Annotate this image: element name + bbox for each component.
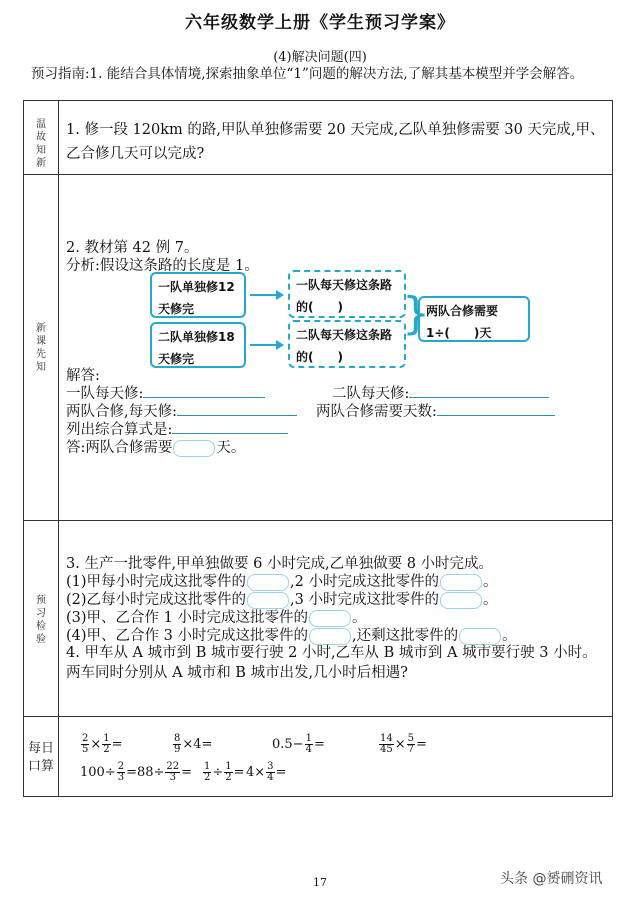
- diagram-box-team2-total: 二队单独修18天修完: [150, 322, 246, 368]
- answer-blank[interactable]: [409, 383, 549, 398]
- row-divider: [23, 520, 613, 521]
- question-4: 4. 甲车从 A 城市到 B 城市要行驶 2 小时,乙车从 B 城市到 A 城市要行驶 3 小时。两车同时分别从 A 城市和 B 城市出发,几小时后相遇?: [66, 645, 597, 681]
- question-1: 1. 修一段 120km 的路,甲队单独修需要 20 天完成,乙队单独修需要 30 天完成,甲、乙合修几天可以完成?: [66, 122, 605, 162]
- answer-label: 解答:: [66, 368, 100, 384]
- question-3-part-1: (1)甲每小时完成这批零件的 ,2 小时完成这批零件的 。: [66, 574, 498, 590]
- label-column-divider: [58, 100, 59, 797]
- answer-paren[interactable]: [459, 628, 501, 645]
- section-label-new: 新 课 先 知: [36, 323, 46, 373]
- row-divider: [23, 716, 613, 717]
- answer-blank[interactable]: [172, 419, 288, 434]
- answer-line-2a: 两队合修,每天修:: [66, 400, 297, 424]
- answer-line-1a: 一队每天修:: [66, 382, 265, 406]
- answer-paren[interactable]: [309, 628, 351, 645]
- row-divider: [23, 174, 613, 175]
- calc-7: 4× $\frac{3}{4}$ =: [246, 761, 287, 783]
- page-title: 六年级数学上册《学生预习学案》: [185, 13, 455, 33]
- question-3-part-2: (2)乙每小时完成这批零件的 ,3 小时完成这批零件的 。: [66, 592, 498, 608]
- question-3-head: 3. 生产一批零件,甲单独做要 6 小时完成,乙单独做要 8 小时完成。: [66, 556, 494, 572]
- diagram-box-team1-total: 一队单独修12天修完: [150, 272, 246, 318]
- page-number: 17: [313, 876, 327, 889]
- diagram-arrow: [250, 294, 282, 296]
- calc-4: $\frac{14}{45}$ × $\frac{5}{7}$ =: [380, 733, 427, 755]
- calc-5: 100÷ $\frac{2}{3}$ =88÷ $\frac{22}{3}$ =: [80, 761, 193, 783]
- answer-blank[interactable]: [177, 401, 297, 416]
- watermark: 头条 @赟硎资讯: [500, 871, 603, 887]
- answer-line-1b: 二队每天修:: [332, 382, 549, 406]
- question-2-head: 2. 教材第 42 例 7。: [66, 240, 199, 256]
- section-label-daily: 每日 口算: [27, 741, 54, 774]
- answer-blank[interactable]: [143, 383, 265, 398]
- diagram-box-combined: 两队合修需要1÷( )天: [418, 296, 530, 342]
- question-2-analysis: 分析:假设这条路的长度是 1。: [66, 258, 259, 274]
- diagram-box-team2-daily: 二队每天修这条路的( ): [288, 320, 406, 368]
- calc-6: $\frac{1}{2}$ ÷ $\frac{1}{2}$ =: [204, 761, 245, 783]
- answer-blank[interactable]: [437, 401, 555, 416]
- answer-paren[interactable]: [173, 440, 215, 457]
- section-label-check: 预 习 检 验: [36, 595, 46, 645]
- diagram-arrow: [250, 344, 282, 346]
- question-3-part-4: (4)甲、乙合作 3 小时完成这批零件的 ,还剩这批零件的 。: [66, 628, 517, 644]
- calc-2: $\frac{8}{9}$ ×4=: [174, 733, 213, 755]
- diagram-brace: }: [402, 288, 430, 339]
- answer-line-4: 答:两队合修需要 天。: [66, 440, 246, 456]
- calc-1: $\frac{2}{5}$ × $\frac{1}{2}$ =: [82, 733, 123, 755]
- question-3-part-3: (3)甲、乙合作 1 小时完成这批零件的 。: [66, 610, 367, 626]
- lesson-subtitle: (4)解决问题(四): [273, 50, 367, 65]
- preview-guide: 预习指南:1. 能结合具体情境,探索抽象单位“1”问题的解决方法,了解其基本模型并学会解答。: [31, 66, 584, 82]
- answer-line-3: 列出综合算式是:: [66, 418, 288, 442]
- diagram-box-team1-daily: 一队每天修这条路的( ): [288, 270, 406, 318]
- section-label-review: 温 故 知 新: [36, 119, 46, 169]
- answer-paren[interactable]: [440, 592, 482, 609]
- answer-line-2b: 两队合修需要天数:: [316, 400, 555, 424]
- calc-3: 0.5− $\frac{1}{4}$ =: [272, 733, 325, 755]
